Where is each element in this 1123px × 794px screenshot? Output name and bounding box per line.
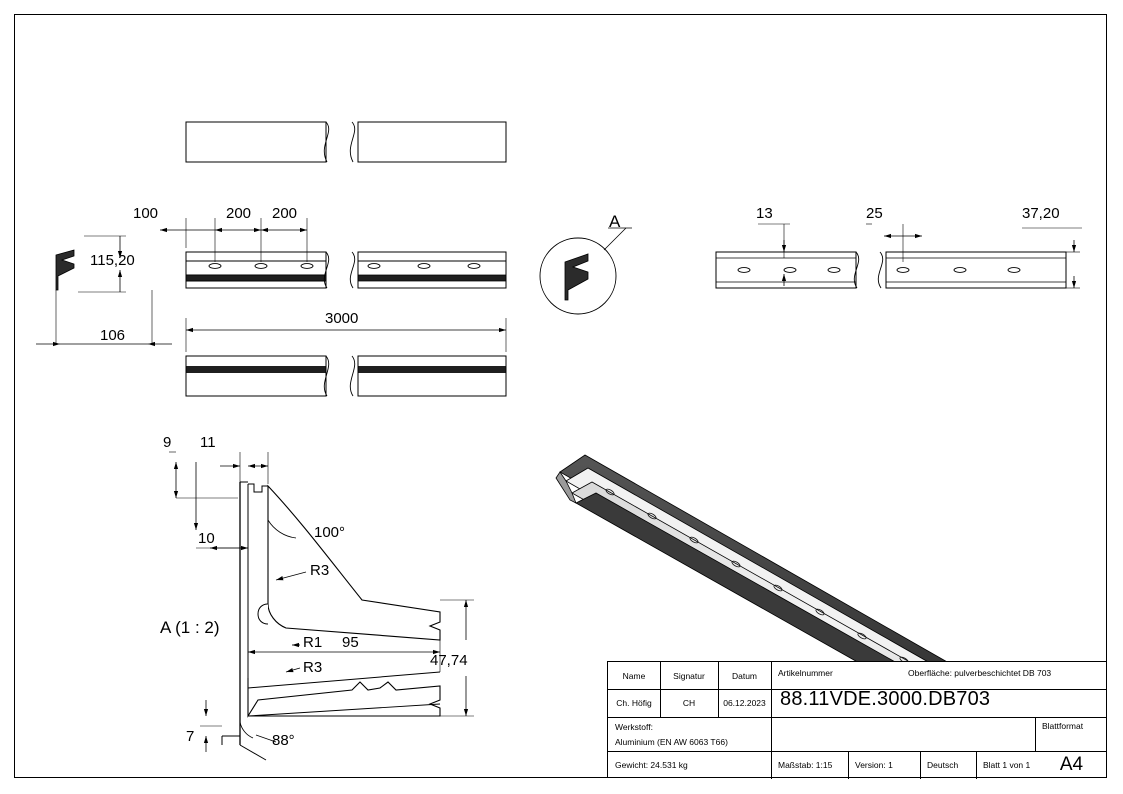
dim-200-b: 200 <box>272 205 298 222</box>
dim-200-a: 200 <box>226 205 252 222</box>
dim-47-74: 47,74 <box>430 652 468 669</box>
dim-37-20: 37,20 <box>1022 205 1060 222</box>
th-name: Name <box>622 670 646 681</box>
detail-marker-label: A <box>609 212 621 231</box>
td-date: 06.12.2023 <box>723 698 766 708</box>
th-surface: Oberfläche: pulverbeschichtet DB 703 <box>908 668 1052 678</box>
detail-view-label: A (1 : 2) <box>160 618 220 637</box>
td-signature: CH <box>682 698 696 708</box>
dim-11: 11 <box>200 434 216 451</box>
angle-100: 100° <box>314 524 346 541</box>
td-name: Ch. Höfig <box>616 698 652 708</box>
dim-106: 106 <box>100 327 126 344</box>
th-date: Datum <box>731 670 758 681</box>
title-block <box>607 661 1107 778</box>
td-weight: Gewicht: 24.531 kg <box>615 760 688 770</box>
radius-r3-top: R3 <box>310 562 330 579</box>
dim-3000: 3000 <box>325 310 359 327</box>
dim-115-20: 115,20 <box>90 252 135 269</box>
td-scale: Maßstab: 1:15 <box>778 760 833 770</box>
td-sheet: Blatt 1 von 1 <box>983 760 1031 770</box>
dim-25: 25 <box>866 205 883 222</box>
td-version: Version: 1 <box>855 760 893 770</box>
dim-13: 13 <box>756 205 773 222</box>
radius-r1: R1 <box>303 634 323 651</box>
td-sheet-format: A4 <box>1059 754 1084 775</box>
radius-r3-bottom: R3 <box>303 659 323 676</box>
dim-7: 7 <box>186 728 195 745</box>
th-sheet-format: Blattformat <box>1042 721 1084 731</box>
dim-10: 10 <box>198 530 215 547</box>
dim-9: 9 <box>163 434 172 451</box>
th-signature: Signatur <box>673 670 705 681</box>
th-material-label: Werkstoff: <box>615 721 653 732</box>
th-article-number: Artikelnummer <box>778 668 833 678</box>
dim-95: 95 <box>342 634 359 651</box>
td-material-value: Aluminium (EN AW 6063 T66) <box>615 736 728 747</box>
td-part-number: 88.11VDE.3000.DB703 <box>780 687 991 710</box>
dim-100: 100 <box>133 205 159 222</box>
angle-88: 88° <box>272 732 295 749</box>
td-language: Deutsch <box>927 760 959 770</box>
